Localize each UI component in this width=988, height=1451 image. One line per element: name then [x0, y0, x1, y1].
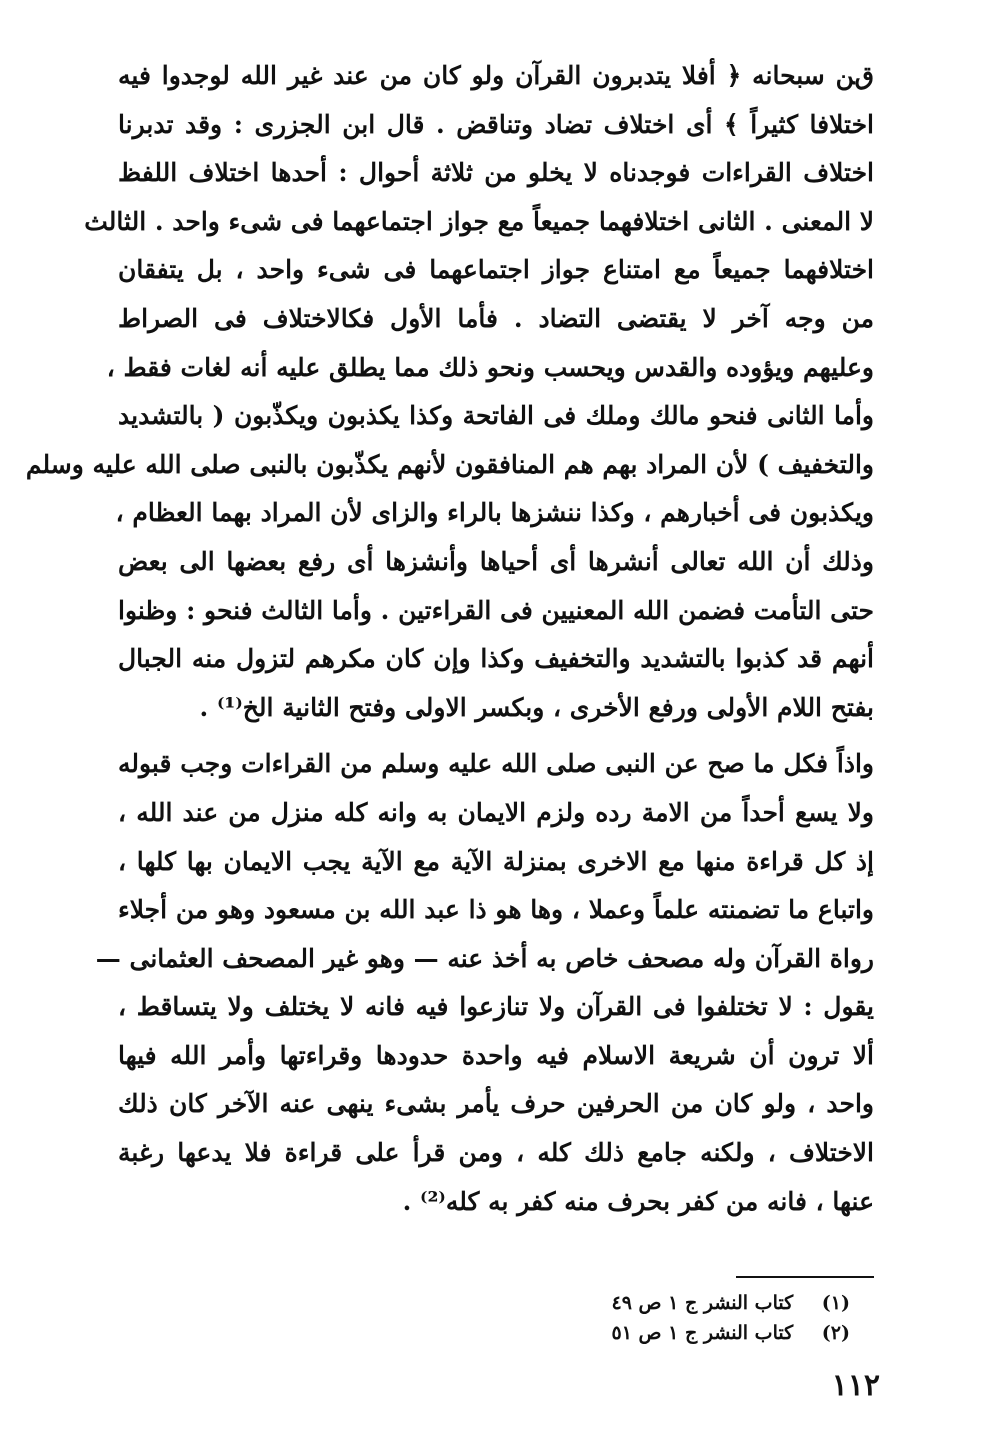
text-line: ﺑﻔﺘﺢ ﺍﻟﻼﻡ ﺍﻷﻭﻟﻰ ﻭﺭﻓﻊ ﺍﻷﺧﺮﻯ ، ﻭﺑﻜﺴﺮ ﺍﻻﻭﻟﻰ ﻭﻓﺘﺢ ﺍﻟﺜﺎﻧﻴﺔ ﺍﻟﺦ⁽¹⁾ . [199, 692, 874, 722]
text-line: ﻋﻨﻬﺎ ، ﻓﺎﻧﻪ ﻣﻦ ﻛﻔﺮ ﺑﺤﺮﻑ ﻣﻨﻪ ﻛﻔﺮ ﺑﻪ ﻛﻠﻪ⁽²⁾ . [402, 1186, 874, 1216]
text-line: ﺣﺘﻰ ﺍﻟﺘﺄﻣﺖ ﻓﻀﻤﻦ ﺍﻟﻠﻪ ﺍﻟﻤﻌﻨﻴﻴﻦ ﻓﻰ ﺍﻟﻘﺮﺍﺀﺗﻴﻦ . ﻭﺃﻣﺎ ﺍﻟﺜﺎﻟﺚ ﻓﻨﺤﻮ : ﻭﻇﻨﻮﺍ [118, 595, 874, 625]
paragraph-gap [118, 732, 874, 740]
text-line: ﺭﻭﺍﺓ ﺍﻟﻘﺮﺁﻥ ﻭﻟﻪ ﻣﺼﺤﻒ ﺧﺎﺹ ﺑﻪ ﺃﺧﺬ ﻋﻨﻪ — ﻭﻫﻮ ﻏﻴﺮ ﺍﻟﻤﺼﺤﻒ ﺍﻟﻌﺜﻤﺎﻧﻰ — [95, 943, 874, 973]
text-line: ﺍﺧﺘﻼﻓﻬﻤﺎ ﺟﻤﻴﻌﺎً ﻣﻊ ﺍﻣﺘﻨﺎﻉ ﺟﻮﺍﺯ ﺍﺟﺘﻤﺎﻋﻬﻤﺎ ﻓﻰ ﺷﻰﺀ ﻭﺍﺣﺪ ، ﺑﻞ ﻳﺘﻔﻘﺎﻥ [118, 255, 874, 285]
footnote [500, 1318, 850, 1348]
text-line: ﻭﻋﻠﻴﻬﻢ ﻭﻳﺆﻭﺩﻩ ﻭﺍﻟﻘﺪﺱ ﻭﻳﺤﺴﺐ ﻭﻧﺤﻮ ﺫﻟﻚ ﻣﻤﺎ ﻳﻄﻠﻖ ﻋﻠﻴﻪ ﺃﻧﻪ ﻟﻐﺎﺕ ﻓﻘﻂ ، [106, 352, 874, 382]
text-line: ﻭﺍﺫﺍً ﻓﻜﻞ ﻣﺎ ﺻﺢ ﻋﻦ ﺍﻟﻨﺒﻰ ﺻﻠﻰ ﺍﻟﻠﻪ ﻋﻠﻴﻪ ﻭﺳﻠﻢ ﻣﻦ ﺍﻟﻘﺮﺍﺀﺍﺕ ﻭﺟﺐ ﻗﺒﻮﻟﻪ [118, 749, 874, 779]
text-line: ﻭﺍﺗﺒﺎﻉ ﻣﺎ ﺗﻀﻤﻨﺘﻪ ﻋﻠﻤﺎً ﻭﻋﻤﻼ ، ﻭﻫﺎ ﻫﻮ ﺫﺍ ﻋﺒﺪ ﺍﻟﻠﻪ ﺑﻦ ﻣﺴﻌﻮﺩ ﻭﻫﻮ ﻣﻦ ﺃﺟﻼﺀ [118, 895, 874, 925]
footnote-text: ﻛﺘﺎﺏ ﺍﻟﻨﺸﺮ ﺝ ١ ﺹ ٤٩ [611, 1292, 794, 1314]
text-line: ﻭﻳﻜﺬﺑﻮﻥ ﻓﻰ ﺃﺧﺒﺎﺭﻫﻢ ، ﻭﻛﺬﺍ ﻧﻨﺸﺰﻫﺎ ﺑﺎﻟﺮﺍﺀ ﻭﺍﻟﺰﺍﻯ ﻷﻥ ﺍﻟﻤﺮﺍﺩ ﺑﻬﻤﺎ ﺍﻟﻌﻈﺎﻡ ، [115, 498, 874, 528]
footnote-number: (١) [821, 1292, 850, 1314]
text-line: ﺃﻻ ﺗﺮﻭﻥ ﺃﻥ ﺷﺮﻳﻌﺔ ﺍﻻﺳﻼﻡ ﻓﻴﻪ ﻭﺍﺣﺪﺓ ﺣﺪﻭﺩﻫﺎ ﻭﻗﺮﺍﺀﺗﻬﺎ ﻭﺃﻣﺮ ﺍﻟﻠﻪ ﻓﻴﻬﺎ [118, 1040, 874, 1070]
text-line: ﻳﻘﻮﻝ : ﻻ ﺗﺨﺘﻠﻔﻮﺍ ﻓﻰ ﺍﻟﻘﺮﺁﻥ ﻭﻻ ﺗﻨﺎﺯﻋﻮﺍ ﻓﻴﻪ ﻓﺎﻧﻪ ﻻ ﻳﺨﺘﻠﻒ ﻭﻻ ﻳﺘﺴﺎﻗﻂ ، [118, 992, 874, 1022]
text-line: ﺇﺫ ﻛﻞ ﻗﺮﺍﺀﺓ ﻣﻨﻬﺎ ﻣﻊ ﺍﻻﺧﺮﻯ ﺑﻤﻨﺰﻟﺔ ﺍﻵﻳﺔ ﻣﻊ ﺍﻵﻳﺔ ﻳﺠﺐ ﺍﻻﻳﻤﺎﻥ ﺑﻬﺎ ﻛﻠﻬﺎ ، [118, 846, 874, 876]
footnote-text: ﻛﺘﺎﺏ ﺍﻟﻨﺸﺮ ﺝ ١ ﺹ ٥١ [611, 1322, 794, 1344]
text-line: ﻭﺃﻣﺎ ﺍﻟﺜﺎﻧﻰ ﻓﻨﺤﻮ ﻣﺎﻟﻚ ﻭﻣﻠﻚ ﻓﻰ ﺍﻟﻔﺎﺗﺤﺔ ﻭﻛﺬﺍ ﻳﻜﺬﺑﻮﻥ ﻭﻳﻜﺬّﺑﻮﻥ ( ﺑﺎﻟﺘﺸﺪﻳﺪ [118, 401, 874, 431]
main-text [25, 52, 874, 1226]
footnote [500, 1288, 850, 1318]
text-line: ﻕﻦ ﺳﺒﺤﺎﻧﻪ ﴿ ﺃﻓﻼ ﻳﺘﺪﺑﺮﻭﻥ ﺍﻟﻘﺮﺁﻥ ﻭﻟﻮ ﻛﺎﻥ ﻣﻦ ﻋﻨﺪ ﻏﻴﺮ ﺍﻟﻠﻪ ﻟﻮﺟﺪﻭﺍ ﻓﻴﻪ [118, 61, 874, 90]
text-line: ﻭﺫﻟﻚ ﺃﻥ ﺍﻟﻠﻪ ﺗﻌﺎﻟﻰ ﺃﻧﺸﺮﻫﺎ ﺃﻯ ﺃﺣﻴﺎﻫﺎ ﻭﺃﻧﺸﺰﻫﺎ ﺃﻯ ﺭﻓﻊ ﺑﻌﻀﻬﺎ ﺍﻟﻰ ﺑﻌﺾ [118, 546, 874, 576]
text-line: ﻻ ﺍﻟﻤﻌﻨﻰ . ﺍﻟﺜﺎﻧﻰ ﺍﺧﺘﻼﻓﻬﻤﺎ ﺟﻤﻴﻌﺎً ﻣﻊ ﺟﻮﺍﺯ ﺍﺟﺘﻤﺎﻋﻬﻤﺎ ﻓﻰ ﺷﻰﺀ ﻭﺍﺣﺪ . ﺍﻟﺜﺎﻟﺚ [84, 206, 874, 236]
text-line: ﺍﺧﺘﻼﻑ ﺍﻟﻘﺮﺍﺀﺍﺕ ﻓﻮﺟﺪﻧﺎﻩ ﻻ ﻳﺨﻠﻮ ﻣﻦ ﺛﻼﺛﺔ ﺃﺣﻮﺍﻝ : ﺃﺣﺪﻫﺎ ﺍﺧﺘﻼﻑ ﺍﻟﻠﻔﻆ [118, 158, 874, 188]
footnotes [500, 1288, 850, 1348]
text-line: ﻭﺍﻟﺘﺨﻔﻴﻒ ) ﻷﻥ ﺍﻟﻤﺮﺍﺩ ﺑﻬﻢ ﻫﻢ ﺍﻟﻤﻨﺎﻓﻘﻮﻥ ﻷﻧﻬﻢ ﻳﻜﺬّﺑﻮﻥ ﺑﺎﻟﻨﺒﻰ ﺻﻠﻰ ﺍﻟﻠﻪ ﻋﻠﻴﻪ ﻭﺳﻠﻢ [25, 449, 874, 479]
text-line: ﺍﻻﺧﺘﻼﻑ ، ﻭﻟﻜﻨﻪ ﺟﺎﻣﻊ ﺫﻟﻚ ﻛﻠﻪ ، ﻭﻣﻦ ﻗﺮﺃ ﻋﻠﻰ ﻗﺮﺍﺀﺓ ﻓﻼ ﻳﺪﻋﻬﺎ ﺭﻏﺒﺔ [118, 1138, 874, 1168]
text-line: ﺍﺧﺘﻼﻓﺎ ﻛﺜﻴﺮﺍً ﴾ ﺃﻯ ﺍﺧﺘﻼﻑ ﺗﻀﺎﺩ ﻭﺗﻨﺎﻗﺾ . ﻗﺎﻝ ﺍﺑﻦ ﺍﻟﺠﺰﺭﻯ : ﻭﻗﺪ ﺗﺪﺑﺮﻧﺎ [118, 109, 874, 139]
text-line: ﺃﻧﻬﻢ ﻗﺪ ﻛﺬﺑﻮﺍ ﺑﺎﻟﺘﺸﺪﻳﺪ ﻭﺍﻟﺘﺨﻔﻴﻒ ﻭﻛﺬﺍ ﻭﺇﻥ ﻛﺎﻥ ﻣﻜﺮﻫﻢ ﻟﺘﺰﻭﻝ ﻣﻨﻪ ﺍﻟﺠﺒﺎﻝ [118, 644, 874, 674]
footnote-divider [736, 1276, 874, 1278]
text-line: ﻭﺍﺣﺪ ، ﻭﻟﻮ ﻛﺎﻥ ﻣﻦ ﺍﻟﺤﺮﻓﻴﻦ ﺣﺮﻑ ﻳﺄﻣﺮ ﺑﺸﻰﺀ ﻳﻨﻬﻰ ﻋﻨﻪ ﺍﻵﺧﺮ ﻛﺎﻥ ﺫﻟﻚ [118, 1089, 874, 1119]
text-line: ﻭﻻ ﻳﺴﻊ ﺃﺣﺪﺍً ﻣﻦ ﺍﻻﻣﺔ ﺭﺩﻩ ﻭﻟﺰﻡ ﺍﻻﻳﻤﺎﻥ ﺑﻪ ﻭﺍﻧﻪ ﻛﻠﻪ ﻣﻨﺰﻝ ﻣﻦ ﻋﻨﺪ ﺍﻟﻠﻪ ، [118, 797, 874, 827]
page-number: ١١٢ [831, 1368, 880, 1403]
footnote-number: (٢) [821, 1322, 850, 1344]
text-line: ﻣﻦ ﻭﺟﻪ ﺁﺧﺮ ﻻ ﻳﻘﺘﻀﻰ ﺍﻟﺘﻀﺎﺩ . ﻓﺄﻣﺎ ﺍﻷﻭﻝ ﻓﻜﺎﻻﺧﺘﻼﻑ ﻓﻰ ﺍﻟﺼﺮﺍﻁ [118, 303, 874, 333]
